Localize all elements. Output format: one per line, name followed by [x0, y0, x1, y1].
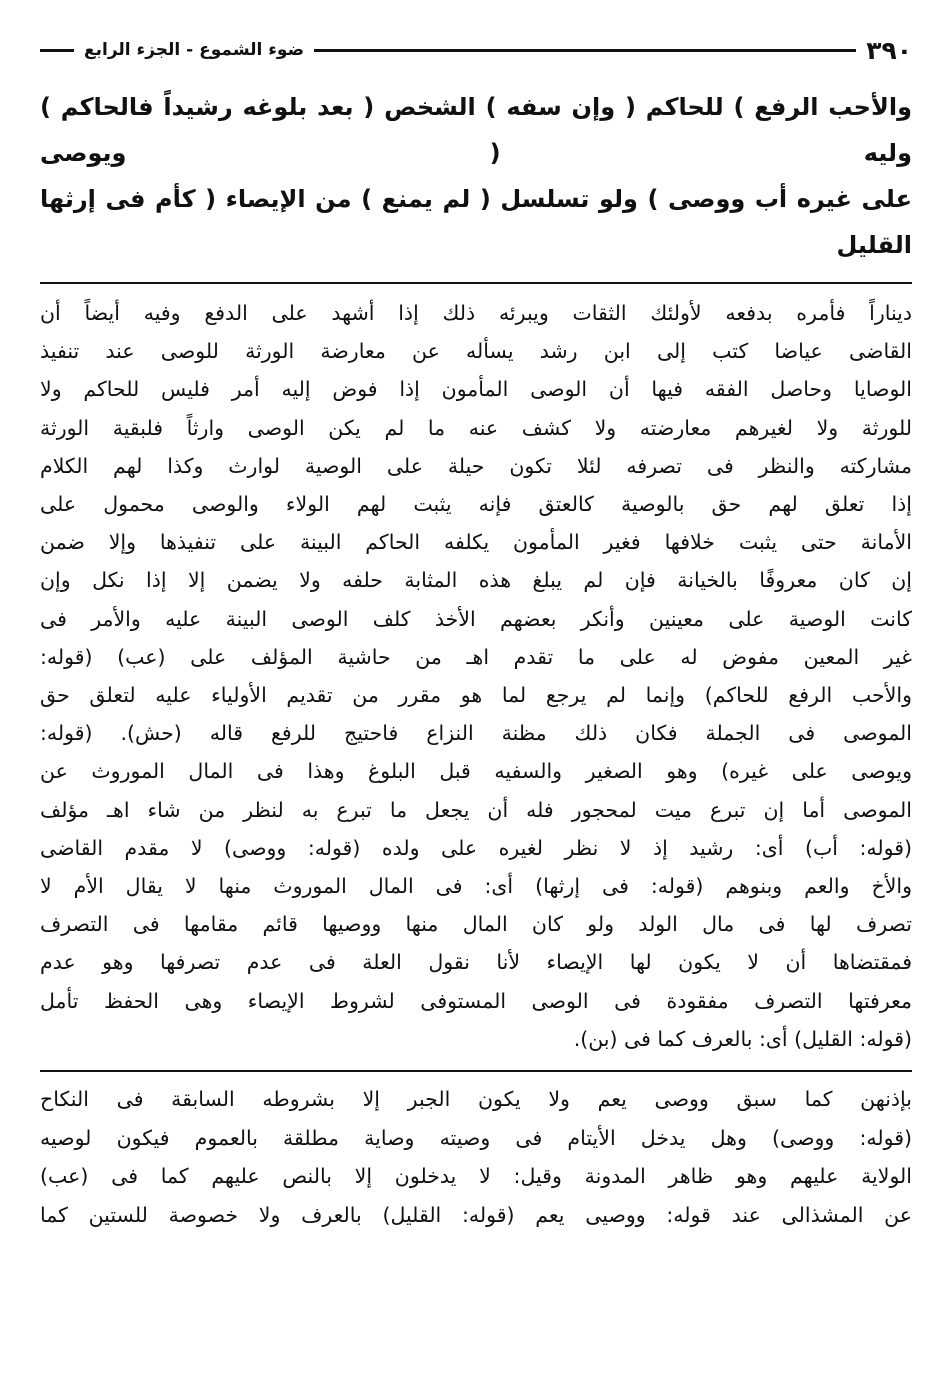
hashiya-line: بإذنهن كما سبق ووصى يعم ولا يكون الجبر إلا بشروطه السابقة فى النكاح	[40, 1087, 912, 1112]
commentary-sharh	[40, 294, 912, 1058]
sharh-line: والأخ والعم وبنوهم (قوله: فى إرثها) أى: فى المال الموروث منها لا يقال الأم لا	[40, 874, 912, 899]
header-rule-end	[40, 49, 74, 52]
sharh-line: كانت الوصية على معينين وأنكر بعضهم الأخذ كلف الوصى البينة عليه والأمر فى	[40, 606, 912, 631]
page-number: ٣٩٠	[866, 35, 912, 65]
sharh-line: القاضى عياضا كتب إلى ابن رشد يسأله عن معارضة الورثة للوصى عند تنفيذ	[40, 339, 912, 364]
hashiya-line: عن المشذالى عند قوله: ووصيى يعم (قوله: القليل) بالعرف ولا خصوصة للستين كما	[40, 1202, 912, 1227]
sharh-line: الأمانة حتى يثبت خلافها فغير المأمون يكلفه الحاكم البينة على تنفيذها وإلا ضمن	[40, 530, 912, 555]
sharh-line: (قوله: القليل) أى: بالعرف كما فى (بن).	[573, 1026, 912, 1051]
sharh-line: تصرف لها فى مال الولد ولو كان المال منها ووصيها قائم مقامها فى التصرف	[40, 912, 912, 937]
matn-line: على غيره أب ووصى ) ولو تسلسل ( لم يمنع ) من الإيصاء ( كأم فى إرثها القليل	[40, 185, 912, 259]
book-page	[40, 30, 912, 1234]
running-header	[40, 30, 912, 70]
sharh-line: ديناراً فأمره بدفعه لأولئك الثقات ويبرئه ذلك إذا أشهد على الدفع وفيه أيضاً أن	[40, 301, 912, 325]
sharh-line: إن كان معروفًا بالخيانة فإن لم يبلغ هذه المثابة حلفه ولا يضمن إلا إذا نكل وإن	[40, 568, 912, 593]
sharh-line: والأحب الرفع للحاكم) وإنما لم يرجع لما هو مقرر من تقديم الأولياء عليه لتعلق حق	[40, 683, 912, 708]
footnotes-hashiya	[40, 1080, 912, 1234]
matn-separator	[40, 282, 912, 284]
main-text-matn	[40, 84, 912, 268]
sharh-line: مشاركته والنظر فى تصرفه لئلا تكون حيلة على الوصية لوارث وكذا لهم الكلام	[40, 453, 912, 478]
sharh-line: غير المعين مفوض له على ما تقدم اهـ من حاشية المؤلف على (عب) (قوله:	[40, 644, 912, 669]
sharh-line: الوصايا وحاصل الفقه فيها أن الوصى المأمون إذا فوض إليه أمر فليس للحاكم ولا	[40, 377, 912, 402]
header-rule	[314, 49, 856, 52]
sharh-line: (قوله: أب) أى: رشيد إذ لا نظر لغيره على ولده (قوله: ووصى) لا مقدم القاضى	[40, 835, 912, 860]
sharh-line: معرفتها التصرف مفقودة فى الوصى المستوفى لشروط الإيصاء وهى الحفظ تأمل	[40, 988, 912, 1013]
hashiya-line: (قوله: ووصى) وهل يدخل الأيتام فى وصيته وصاية مطلقة بالعموم فيكون لوصيه	[40, 1125, 912, 1150]
sharh-line: الموصى أما إن تبرع ميت لمحجور فله أن يجعل ما تبرع به لنظر من شاء اهـ مؤلف	[40, 797, 912, 822]
matn-line: والأحب الرفع ) للحاكم ( وإن سفه ) الشخص ( بعد بلوغه رشيداً فالحاكم ) وليه ( ويوصى	[40, 93, 912, 167]
sharh-line: للورثة ولا لغيرهم معارضته ولا كشف عنه ما لم يكن الوصى وارثاً فلبقية الورثة	[40, 415, 912, 440]
sharh-line: فمقتضاها أن لا يكون لها الإيصاء لأنا نقول العلة فى عدم تصرفها وهو عدم	[40, 950, 912, 975]
sharh-line: الموصى فى الجملة فكان ذلك مظنة النزاع فاحتيج للرفع قاله (حش). (قوله:	[40, 721, 912, 746]
running-title: ضوء الشموع - الجزء الرابع	[84, 40, 305, 60]
footnote-separator	[40, 1070, 912, 1072]
hashiya-line: الولاية عليهم وهو ظاهر المدونة وقيل: لا يدخلون إلا بالنص عليهم كما فى (عب)	[40, 1164, 912, 1189]
sharh-line: ويوصى على غيره) وهو الصغير والسفيه قبل البلوغ وهذا فى المال الموروث عن	[40, 759, 912, 784]
sharh-line: إذا تعلق لهم حق بالوصية كالعتق فإنه يثبت لهم الولاء والوصى محمول على	[40, 492, 912, 517]
